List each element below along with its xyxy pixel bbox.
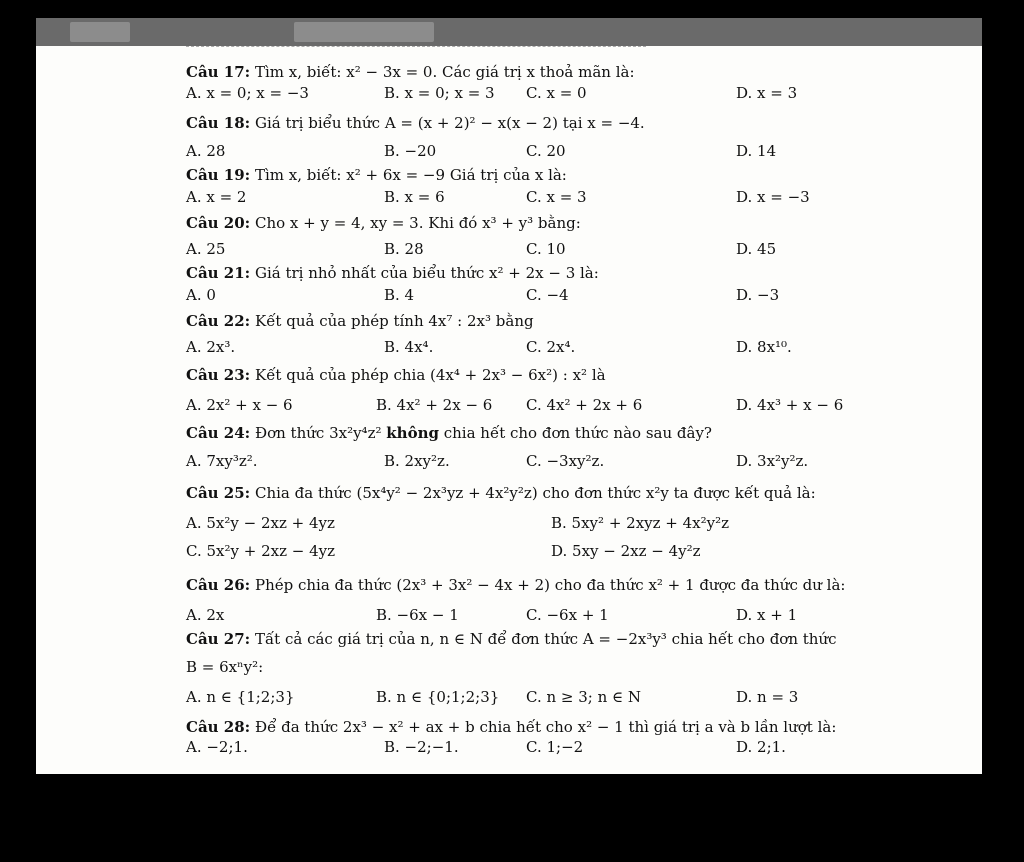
question-22: Câu 22: Kết quả của phép tính 4x⁷ : 2x³ bằng [186, 312, 534, 330]
question-27-continued: B = 6xⁿy²: [186, 658, 264, 676]
option-21-b: B. 4 [384, 286, 415, 304]
option-27-c: C. n ≥ 3; n ∈ N [526, 688, 642, 706]
option-22-d: D. 8x¹⁰. [736, 338, 792, 356]
option-21-c: C. −4 [526, 286, 569, 304]
photo-header-band [36, 18, 982, 46]
option-24-d: D. 3x²y²z. [736, 452, 809, 470]
option-25-b: B. 5xy² + 2xyz + 4x²y²z [551, 514, 730, 532]
option-22-a: A. 2x³. [186, 338, 236, 356]
cropped-previous-line [186, 46, 646, 51]
option-19-d: D. x = −3 [736, 188, 810, 206]
option-20-b: B. 28 [384, 240, 424, 258]
question-24: Câu 24: Đơn thức 3x²y⁴z² không chia hết cho đơn thức nào sau đây? [186, 424, 712, 442]
option-28-c: C. 1;−2 [526, 738, 584, 756]
question-17: Câu 17: Tìm x, biết: x² − 3x = 0. Các giá trị x thoả mãn là: [186, 63, 635, 81]
option-26-d: D. x + 1 [736, 606, 798, 624]
question-25: Câu 25: Chia đa thức (5x⁴y² − 2x³yz + 4x²y²z) cho đơn thức x²y ta được kết quả là: [186, 484, 816, 502]
option-27-d: D. n = 3 [736, 688, 799, 706]
option-28-b: B. −2;−1. [384, 738, 459, 756]
option-18-d: D. 14 [736, 142, 777, 160]
option-20-a: A. 25 [186, 240, 226, 258]
option-19-b: B. x = 6 [384, 188, 445, 206]
option-27-b: B. n ∈ {0;1;2;3} [376, 688, 500, 706]
option-18-a: A. 28 [186, 142, 226, 160]
option-28-a: A. −2;1. [186, 738, 248, 756]
option-17-a: A. x = 0; x = −3 [186, 84, 309, 102]
question-18: Câu 18: Giá trị biểu thức A = (x + 2)² − x(x − 2) tại x = −4. [186, 114, 645, 132]
question-27: Câu 27: Tất cả các giá trị của n, n ∈ N để đơn thức A = −2x³y³ chia hết cho đơn thức [186, 630, 837, 648]
option-28-d: D. 2;1. [736, 738, 786, 756]
question-20: Câu 20: Cho x + y = 4, xy = 3. Khi đó x³ + y³ bằng: [186, 214, 581, 232]
option-21-a: A. 0 [186, 286, 216, 304]
option-23-a: A. 2x² + x − 6 [186, 396, 293, 414]
option-25-a: A. 5x²y − 2xz + 4yz [186, 514, 335, 532]
header-tab-shape [294, 22, 434, 42]
top-black-bar [0, 0, 1024, 18]
option-24-c: C. −3xy²z. [526, 452, 605, 470]
option-21-d: D. −3 [736, 286, 780, 304]
option-23-d: D. 4x³ + x − 6 [736, 396, 844, 414]
option-17-c: C. x = 0 [526, 84, 587, 102]
option-25-c: C. 5x²y + 2xz − 4yz [186, 542, 336, 560]
option-27-a: A. n ∈ {1;2;3} [186, 688, 295, 706]
question-28: Câu 28: Để đa thức 2x³ − x² + ax + b chia hết cho x² − 1 thì giá trị a và b lần lượt là: [186, 718, 837, 736]
option-19-c: C. x = 3 [526, 188, 587, 206]
bottom-black-band [0, 774, 1024, 862]
option-18-b: B. −20 [384, 142, 437, 160]
option-26-b: B. −6x − 1 [376, 606, 459, 624]
option-22-b: B. 4x⁴. [384, 338, 434, 356]
option-18-c: C. 20 [526, 142, 566, 160]
option-17-d: D. x = 3 [736, 84, 798, 102]
option-19-a: A. x = 2 [186, 188, 247, 206]
question-21: Câu 21: Giá trị nhỏ nhất của biểu thức x² + 2x − 3 là: [186, 264, 599, 282]
option-24-a: A. 7xy³z². [186, 452, 258, 470]
worksheet-page [36, 46, 982, 774]
option-23-c: C. 4x² + 2x + 6 [526, 396, 643, 414]
question-26: Câu 26: Phép chia đa thức (2x³ + 3x² − 4x + 2) cho đa thức x² + 1 được đa thức dư là: [186, 576, 846, 594]
option-22-c: C. 2x⁴. [526, 338, 576, 356]
option-20-d: D. 45 [736, 240, 777, 258]
option-25-d: D. 5xy − 2xz − 4y²z [551, 542, 701, 560]
option-26-a: A. 2x [186, 606, 225, 624]
question-19: Câu 19: Tìm x, biết: x² + 6x = −9 Giá trị của x là: [186, 166, 567, 184]
option-20-c: C. 10 [526, 240, 566, 258]
option-24-b: B. 2xy²z. [384, 452, 450, 470]
header-tab-shape [70, 22, 130, 42]
option-26-c: C. −6x + 1 [526, 606, 609, 624]
option-23-b: B. 4x² + 2x − 6 [376, 396, 493, 414]
option-17-b: B. x = 0; x = 3 [384, 84, 495, 102]
question-23: Câu 23: Kết quả của phép chia (4x⁴ + 2x³ − 6x²) : x² là [186, 366, 606, 384]
